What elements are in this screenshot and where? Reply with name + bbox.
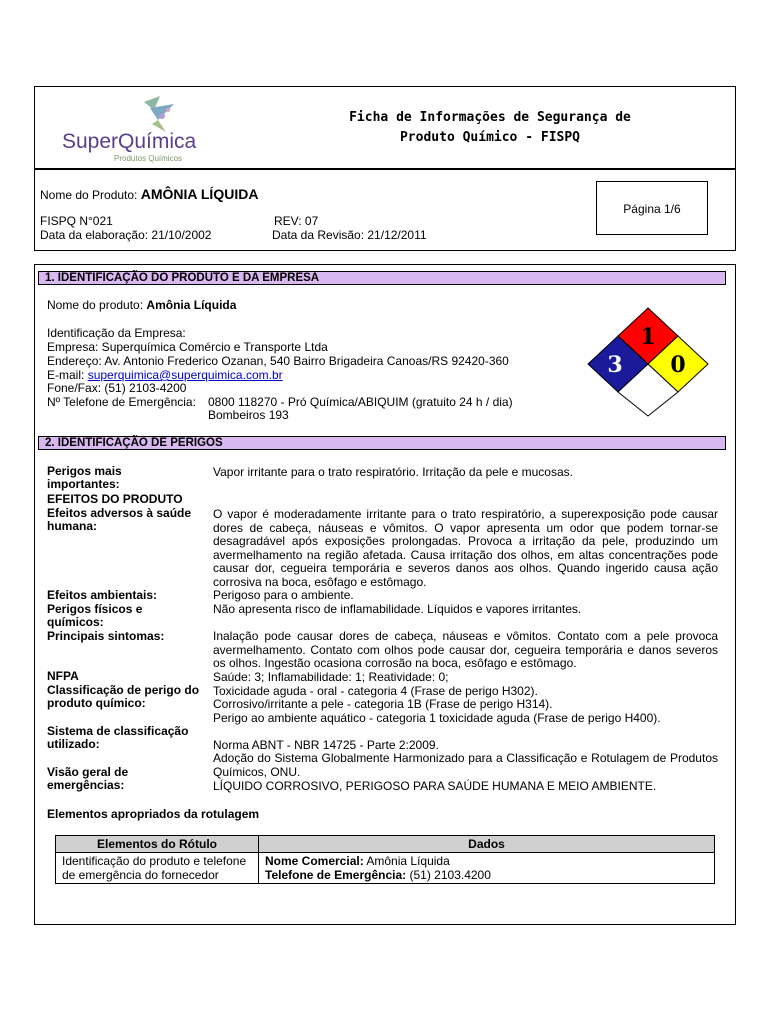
text-ambientais: Perigoso para o ambiente. [213, 588, 354, 602]
trade-name-label: Nome Comercial: [265, 854, 364, 868]
bird-logo-icon [62, 94, 212, 134]
nfpa-diamond [586, 306, 710, 418]
nfpa-top-value: 1 [640, 324, 656, 350]
table-cell-dados [259, 853, 715, 884]
title-line-2: Produto Químico - FISPQ [399, 130, 580, 145]
emergency-label: Nº Telefone de Emergência: [47, 395, 196, 409]
logo-name: SuperQuímica [62, 130, 197, 153]
text-sintomas: Inalação pode causar dores de cabeça, náuseas e vômitos. Contato com a pele provoca avermelhamento. Contato com olhos pode causar dor, cegueira temporária e danos severos os olhos. Ingestão ocasiona corrosão na boca, esôfago e estômago. [213, 629, 718, 670]
nfpa-right-value: 0 [670, 352, 686, 378]
label-sistema: Sistema de classificação utilizado: [47, 724, 189, 751]
table-col-elementos: Elementos do Rótulo [56, 836, 259, 853]
label-sintomas: Principais sintomas: [47, 629, 165, 643]
emergency-line-1: 0800 118270 - Pró Química/ABIQUIM (gratuito 24 h / dia) [208, 395, 513, 409]
label-perigos: Perigos mais importantes: [47, 464, 122, 491]
text-classif-3: Perigo ao ambiente aquático - categoria 1 toxicidade aguda (Frase de perigo H400). [213, 711, 661, 725]
text-adversos: O vapor é moderadamente irritante para o trato respiratório, a superexposição pode causar dores de cabeça, náuseas e vômitos. O vapor apresenta um odor que podem tornar-se desagradável após exposições prolongadas. Provoca a irritação da pele, produzindo um avermelhamento na região afetada. Causa irritação dos olhos, em altas concentrações pode causar dor, cegueira temporária e severos danos aos olhos. Quando ingerido causa ação corrosiva na boca, esôfago e estômago. [213, 507, 718, 589]
text-visao: LÍQUIDO CORROSIVO, PERIGOSO PARA SAÚDE HUMANA E MEIO AMBIENTE. [213, 779, 657, 793]
phone: Fone/Fax: (51) 2103-4200 [47, 381, 187, 395]
label-adversos: Efeitos adversos à saúde humana: [47, 506, 192, 533]
product-name-label: Nome do Produto: [40, 188, 138, 202]
company-id: Identificação da Empresa: [47, 326, 186, 340]
table-row [56, 853, 715, 884]
product-name-line [47, 299, 236, 312]
product-name-row [40, 186, 258, 202]
product-value: Amônia Líquida [146, 298, 237, 312]
logo [62, 94, 212, 162]
label-ambientais: Efeitos ambientais: [47, 588, 158, 602]
logo-tagline: Produtos Químicos [114, 154, 183, 163]
table-cell-elemento: Identificação do produto e telefone de emergência do fornecedor [56, 853, 259, 884]
elaboration-date: Data da elaboração: 21/10/2002 [40, 228, 212, 242]
trade-name-value: Amônia Líquida [366, 854, 450, 868]
text-perigos: Vapor irritante para o trato respiratório. Irritação da pele e mucosas. [213, 465, 573, 479]
emergency-line-2: Bombeiros 193 [208, 408, 289, 422]
labeling-table [55, 835, 715, 884]
label-fisicos: Perigos físicos e químicos: [47, 602, 143, 629]
label-nfpa: NFPA [47, 669, 79, 683]
section-1-header: 1. IDENTIFICAÇÃO DO PRODUTO E DA EMPRESA [38, 271, 726, 285]
text-sistema-2: Adoção do Sistema Globalmente Harmonizado para a Classificação e Rotulagem de Produtos Químicos, ONU. [213, 751, 718, 779]
page-number: Página 1/6 [623, 202, 681, 216]
label-visao: Visão geral de emergências: [47, 765, 129, 792]
product-label: Nome do produto: [47, 298, 144, 312]
emergency-phone-label: Telefone de Emergência: [265, 868, 407, 882]
text-fisicos: Não apresenta risco de inflamabilidade. Líquidos e vapores irritantes. [213, 602, 582, 616]
label-elementos: Elementos apropriados da rotulagem [47, 807, 260, 821]
revision-date: Data da Revisão: 21/12/2011 [272, 228, 427, 242]
text-classif-2: Corrosivo/irritante a pele - categoria 1B (Frase de perigo H314). [213, 697, 553, 711]
text-classif-1: Toxicidade aguda - oral - categoria 4 (Frase de perigo H302). [213, 684, 538, 698]
revision-number: REV: 07 [274, 214, 319, 228]
page-box [596, 181, 708, 235]
email-link[interactable]: superquimica@superquimica.com.br [87, 368, 283, 382]
emergency-phone-value: (51) 2103.4200 [409, 868, 491, 882]
company: Empresa: Superquímica Comércio e Transporte Ltda [47, 340, 328, 354]
address: Endereço: Av. Antonio Frederico Ozanan, 540 Bairro Brigadeira Canoas/RS 92420-360 [47, 354, 509, 368]
text-sistema-1: Norma ABNT - NBR 14725 - Parte 2:2009. [213, 738, 439, 752]
text-nfpa: Saúde: 3; Inflamabilidade: 1; Reatividade: 0; [213, 670, 449, 684]
email-label: E-mail: [47, 368, 85, 382]
label-classif: Classificação de perigo do produto químico: [47, 683, 200, 710]
table-col-dados: Dados [259, 836, 715, 853]
title-line-1: Ficha de Informações de Segurança de [349, 110, 631, 125]
label-efeitos: EFEITOS DO PRODUTO [47, 492, 183, 506]
nfpa-left-value: 3 [607, 352, 623, 378]
product-name-value: AMÔNIA LÍQUIDA [140, 186, 259, 202]
table-header-row [56, 836, 715, 853]
section-2-header: 2. IDENTIFICAÇÃO DE PERIGOS [38, 436, 726, 450]
fispq-number: FISPQ N°021 [40, 214, 113, 228]
document-title [270, 108, 710, 148]
